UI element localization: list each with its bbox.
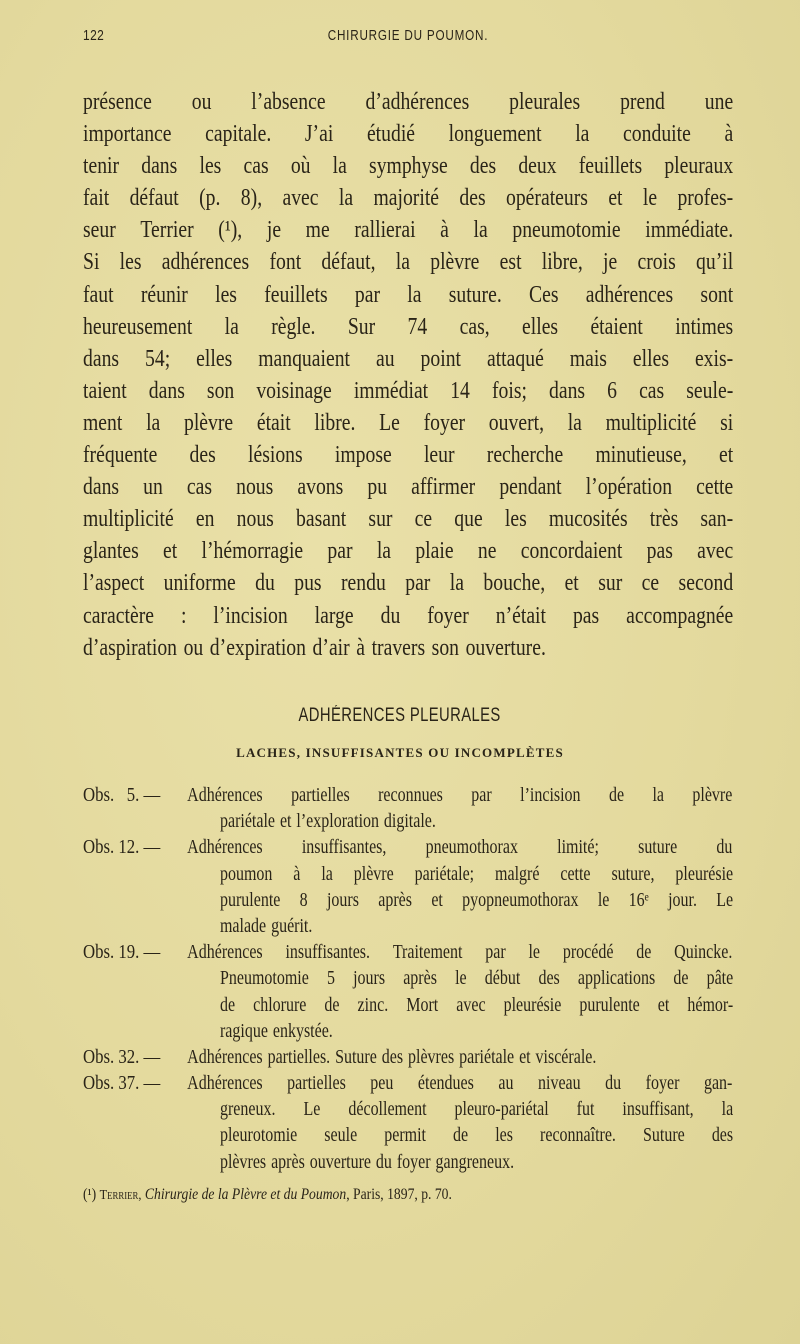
observation-text [188,940,733,1045]
body-line: faut réunir les feuillets par la suture. Ces adhérences sont [83,281,734,308]
observation-line: malade guérit. [219,915,313,937]
body-line: taient dans son voisinage immédiat 14 fois; dans 6 cas seule- [83,377,734,404]
running-title: CHIRURGIE DU POUMON. [327,27,489,44]
observation-line: Pneumotomie 5 jours après le début des applications de pâte [219,968,734,990]
body-line: heureusement la règle. Sur 74 cas, elles étaient intimes [83,313,734,340]
observation-line: poumon à la plèvre pariétale; malgré cette suture, pleurésie [219,863,734,885]
body-paragraph [83,86,733,664]
body-line: fait défaut (p. 8), avec la majorité des opérateurs et le profes- [83,185,734,212]
footnote-author: Terrier, [99,1188,142,1203]
body-line-wrap [83,343,733,375]
body-line-wrap [83,214,733,246]
body-line: dans un cas nous avons pu affirmer pendant l’opération cette [83,474,734,501]
observations-list [83,783,733,1176]
observation-entry [83,835,733,940]
body-line-wrap [83,632,733,664]
body-line: multiplicité en nous basant sur ce que les mucosités très san- [83,506,734,533]
observation-line: Adhérences partielles reconnues par l’incision de la plèvre [187,785,733,806]
observation-label: Obs. 19. — [83,942,161,964]
observation-line: Adhérences partielles peu étendues au niveau du foyer gan- [187,1073,733,1095]
running-head [83,27,733,51]
body-line: l’aspect uniforme du pus rendu par la bouche, et sur ce second [83,570,734,597]
observation-text [188,835,733,940]
observation-line: Adhérences partielles. Suture des plèvres pariétale et viscérale. [187,1046,597,1068]
body-line-wrap [83,375,733,407]
body-line-wrap [83,471,733,503]
body-line: glantes et l’hémorragie par la plaie ne concordaient pas avec [83,538,734,565]
body-line-wrap [83,118,733,150]
body-line-wrap [83,150,733,182]
section-title-text: ADHÉRENCES PLEURALES [298,705,502,726]
body-line-wrap [83,567,733,599]
body-line-wrap [83,182,733,214]
body-line: fréquente des lésions impose leur recherche minutieuse, et [83,442,734,469]
section-subtitle: LACHES, INSUFFISANTES OU INCOMPLÈTES [236,745,564,760]
body-line-wrap [83,407,733,439]
footnote-title: Chirurgie de la Plèvre et du Poumon [144,1186,347,1203]
body-line-wrap [83,439,733,471]
body-line-wrap [83,311,733,343]
footnote-rest: , Paris, 1897, p. 70. [346,1186,452,1203]
observation-text [188,1045,733,1071]
body-line-wrap [83,279,733,311]
body-line: importance capitale. J’ai étudié longuement la conduite à [83,121,734,148]
body-line: dans 54; elles manquaient au point attaqué mais elles exis- [83,345,734,372]
body-line: seur Terrier (¹), je me rallierai à la pneumotomie immédiate. [83,217,734,244]
body-line-wrap [83,246,733,278]
observation-line: greneux. Le décollement pleuro-pariétal fut insuffisant, la [219,1099,734,1121]
observation-line: plèvres après ouverture du foyer gangreneux. [219,1151,515,1173]
observation-label: Obs. 5. — [83,785,161,806]
body-line: caractère : l’incision large du foyer n’était pas accompagnée [83,602,734,629]
observation-entry [83,1045,733,1071]
observation-label: Obs. 12. — [83,837,161,859]
body-line-wrap [83,600,733,632]
observation-line: pleurotomie seule permit de les reconnaître. Suture des [219,1125,734,1147]
observation-text [188,783,733,835]
footnote-marker: (¹) [83,1186,97,1203]
body-line: ment la plèvre était libre. Le foyer ouvert, la multiplicité si [83,409,734,436]
observation-entry [83,783,733,835]
observation-text [188,1071,733,1176]
body-line: d’aspiration ou d’expiration d’air à travers son ouverture. [83,634,546,661]
body-line-wrap [83,86,733,118]
observation-line: de chlorure de zinc. Mort avec pleurésie purulente et hémor- [219,994,734,1016]
footnote [83,1183,733,1208]
page-number: 122 [83,27,105,44]
body-line: présence ou l’absence d’adhérences pleurales prend une [83,89,734,115]
body-line-wrap [83,503,733,535]
observation-line: Adhérences insuffisantes. Traitement par le procédé de Quincke. [187,942,733,964]
body-line: Si les adhérences font défaut, la plèvre est libre, je crois qu’il [83,249,734,276]
section-title [0,705,800,727]
observation-entry [83,940,733,1045]
body-line: tenir dans les cas où la symphyse des deux feuillets pleuraux [83,153,734,180]
observation-line: Adhérences insuffisantes, pneumothorax limité; suture du [187,837,733,859]
observation-entry [83,1071,733,1176]
observation-line: ragique enkystée. [219,1020,333,1042]
observation-label: Obs. 32. — [83,1046,161,1068]
observation-label: Obs. 37. — [83,1073,161,1095]
body-line-wrap [83,535,733,567]
observation-line: pariétale et l’exploration digitale. [219,811,436,833]
observation-line: purulente 8 jours après et pyopneumothorax le 16ᵉ jour. Le [219,889,734,911]
